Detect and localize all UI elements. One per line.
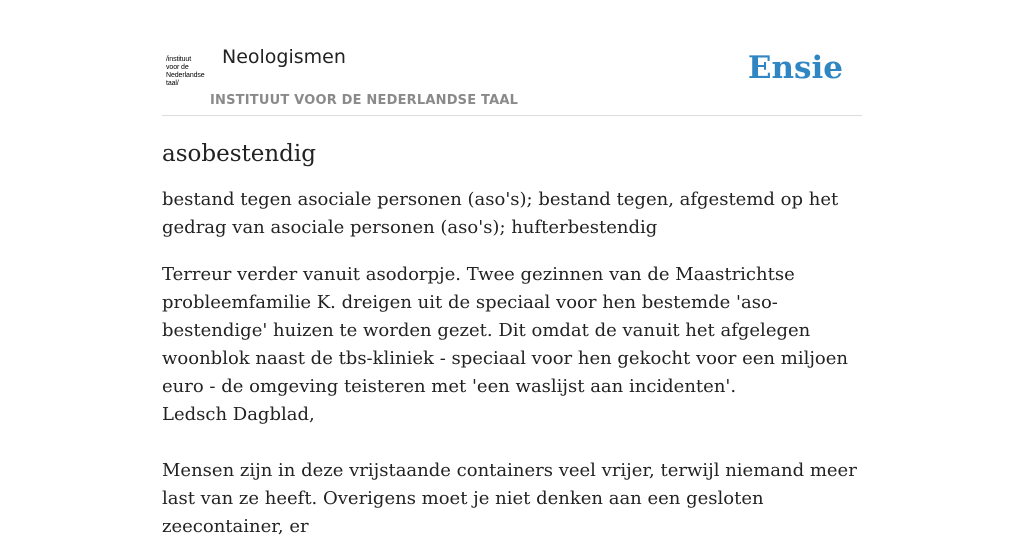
- site-header: [162, 40, 862, 116]
- logo-line: taal/: [166, 80, 179, 87]
- logo-line: /instituut: [166, 56, 192, 63]
- logo-line: Nederlandse: [166, 72, 205, 79]
- ivdnt-logo[interactable]: [166, 56, 208, 90]
- example-source: Ledsch Dagblad,: [162, 404, 315, 425]
- logo-line: voor de: [166, 64, 189, 71]
- example-quote: Terreur verder vanuit asodorpje. Twee gezinnen van de Maastrichtse probleemfamilie K. dreigen uit de speciaal voor hen bestemde 'aso-bestendige' huizen te worden gezet. Dit omdat de vanuit het afgelegen woonblok naast de tbs-kliniek - speciaal voor hen gekocht voor een miljoen euro - de omgeving teisteren met 'een waslijst aan incidenten'.: [162, 264, 848, 397]
- page-title: asobestendig: [162, 141, 316, 167]
- definition-text: bestand tegen asociale personen (aso's); bestand tegen, afgestemd op het gedrag van asociale personen (aso's); hufterbestendig: [162, 189, 839, 238]
- site-title-link[interactable]: Neologismen: [222, 46, 346, 68]
- example-quote: Mensen zijn in deze vrijstaande containers veel vrijer, terwijl niemand meer last van ze heeft. Overigens moet je niet denken aan een gesloten zeecontainer, er: [162, 460, 857, 537]
- entry-content: [162, 136, 862, 541]
- ensie-brand-link[interactable]: Ensie: [747, 50, 843, 86]
- institute-subtitle: INSTITUUT VOOR DE NEDERLANDSE TAAL: [210, 93, 519, 108]
